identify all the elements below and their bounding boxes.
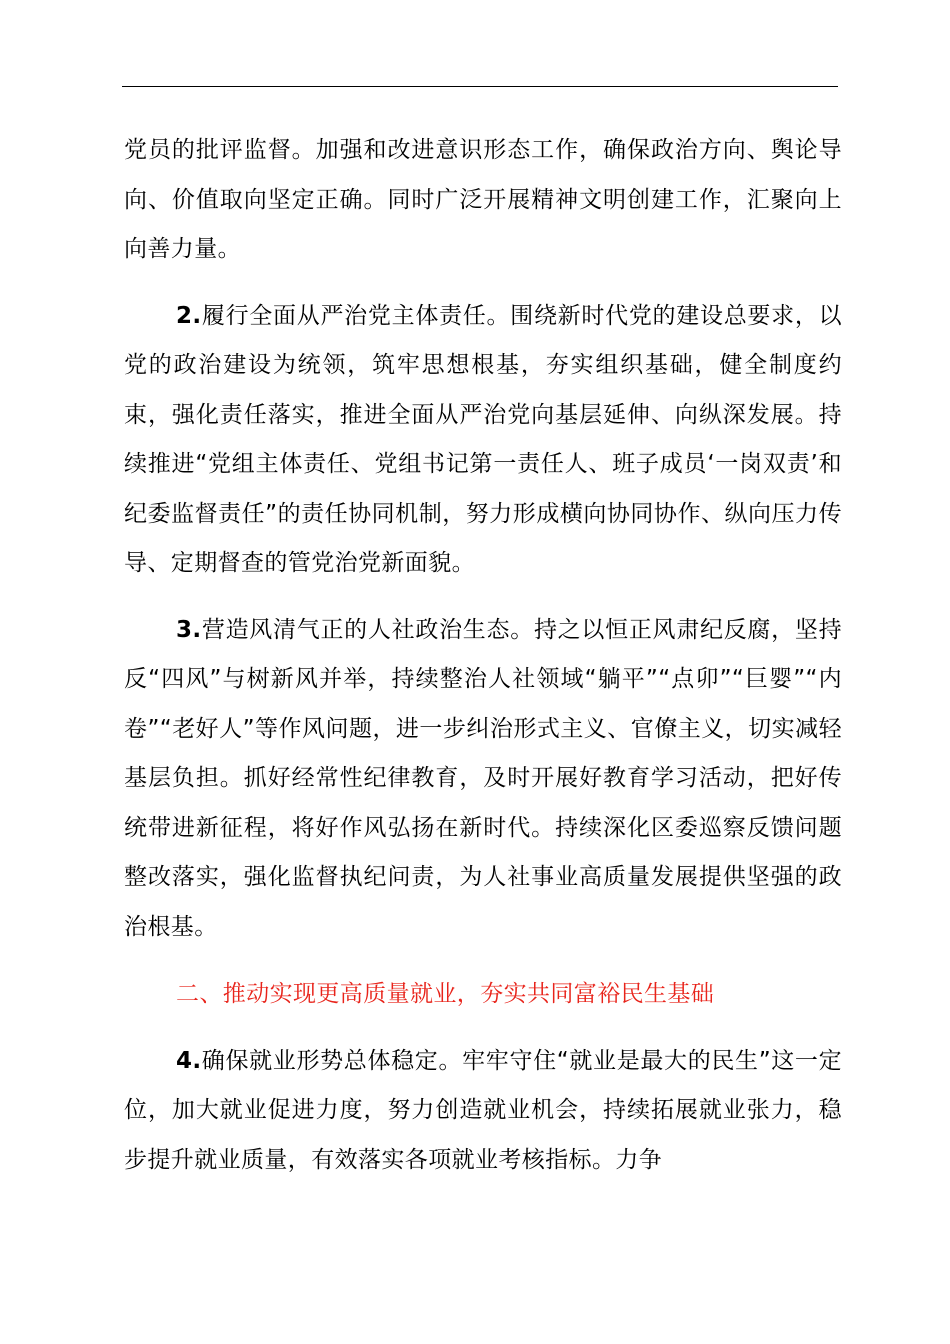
paragraph-continued: [124, 126, 842, 275]
header-rule: [122, 86, 838, 87]
paragraph-text: 履行全面从严治党主体责任。围绕新时代党的建设总要求，以党的政治建设为统领，筑牢思想根基，夯实组织基础，健全制度约束，强化责任落实，推进全面从严治党向基层延伸、向纵深发展。持续推进“党组主体责任、党组书记第一责任人、班子成员‘一岗双责’和纪委监督责任”的责任协同机制，努力形成横向协同协作、纵向压力传导、定期督查的管党治党新面貌。: [124, 302, 842, 576]
document-body: [124, 126, 842, 1185]
item-number: 2.: [176, 302, 202, 329]
section-heading: 二、推动实现更高质量就业，夯实共同富裕民生基础: [176, 981, 715, 1007]
paragraph-text: 确保就业形势总体稳定。牢牢守住“就业是最大的民生”这一定位，加大就业促进力度，努力创造就业机会，持续拓展就业张力，稳步提升就业质量，有效落实各项就业考核指标。力争: [124, 1047, 842, 1173]
paragraph-item-4: [124, 1037, 842, 1186]
paragraph-text: 党员的批评监督。加强和改进意识形态工作，确保政治方向、舆论导向、价值取向坚定正确。同时广泛开展精神文明创建工作，汇聚向上向善力量。: [124, 137, 842, 262]
item-number: 4.: [176, 1047, 202, 1074]
paragraph-text: 营造风清气正的人社政治生态。持之以恒正风肃纪反腐，坚持反“四风”与树新风并举，持续整治人社领域“躺平”“点卯”“巨婴”“内卷”“老好人”等作风问题，进一步纠治形式主义、官僚主义，切实减轻基层负担。抓好经常性纪律教育，及时开展好教育学习活动，把好传统带进新征程，将好作风弘扬在新时代。持续深化区委巡察反馈问题整改落实，强化监督执纪问责，为人社事业高质量发展提供坚强的政治根基。: [124, 616, 842, 940]
paragraph-item-2: [124, 292, 842, 589]
paragraph-item-3: [124, 606, 842, 953]
item-number: 3.: [176, 616, 202, 643]
